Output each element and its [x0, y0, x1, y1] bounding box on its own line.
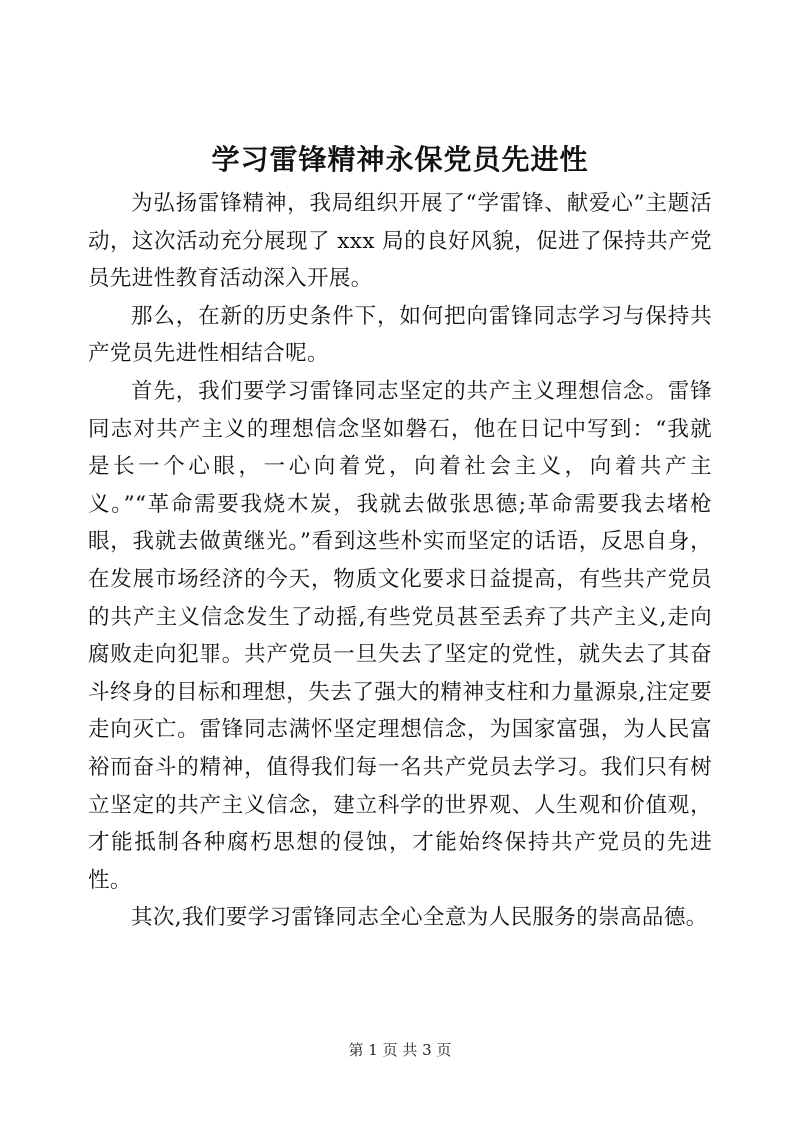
paragraph-second-point: 其次,我们要学习雷锋同志全心全意为人民服务的崇高品德。 [131, 905, 708, 931]
document-body [88, 185, 712, 937]
document-title: 学习雷锋精神永保党员先进性 [211, 143, 589, 176]
paragraph-first-point: 首先，我们要学习雷锋同志坚定的共产主义理想信念。雷锋同志对共产主义的理想信念坚如磐石，他在日记中写到：“我就是长一个心眼，一心向着党，向着社会主义，向着共产主义。”“革命需要我烧木炭，我就去做张思德;革命需要我去堵枪眼，我就去做黄继光。”看到这些朴实而坚定的话语，反思自身，在发展市场经济的今天，物质文化要求日益提高，有些共产党员的共产主义信念发生了动摇,有些党员甚至丢弃了共产主义,走向腐败走向犯罪。共产党员一旦失去了坚定的党性，就失去了其奋斗终身的目标和理想，失去了强大的精神支柱和力量源泉,注定要走向灭亡。雷锋同志满怀坚定理想信念，为国家富强，为人民富裕而奋斗的精神，值得我们每一名共产党员去学习。我们只有树立坚定的共产主义信念，建立科学的世界观、人生观和价值观，才能抵制各种腐朽思想的侵蚀，才能始终保持共产党员的先进性。 [88, 378, 712, 893]
paragraph-intro: 为弘扬雷锋精神，我局组织开展了“学雷锋、献爱心”主题活动，这次活动充分展现了 xxx 局的良好风貌，促进了保持共产党员先进性教育活动深入开展。 [88, 191, 712, 292]
paragraph-question: 那么，在新的历史条件下，如何把向雷锋同志学习与保持共产党员先进性相结合呢。 [88, 303, 712, 367]
page-number-footer: 第 1 页 共 3 页 [348, 1041, 452, 1059]
